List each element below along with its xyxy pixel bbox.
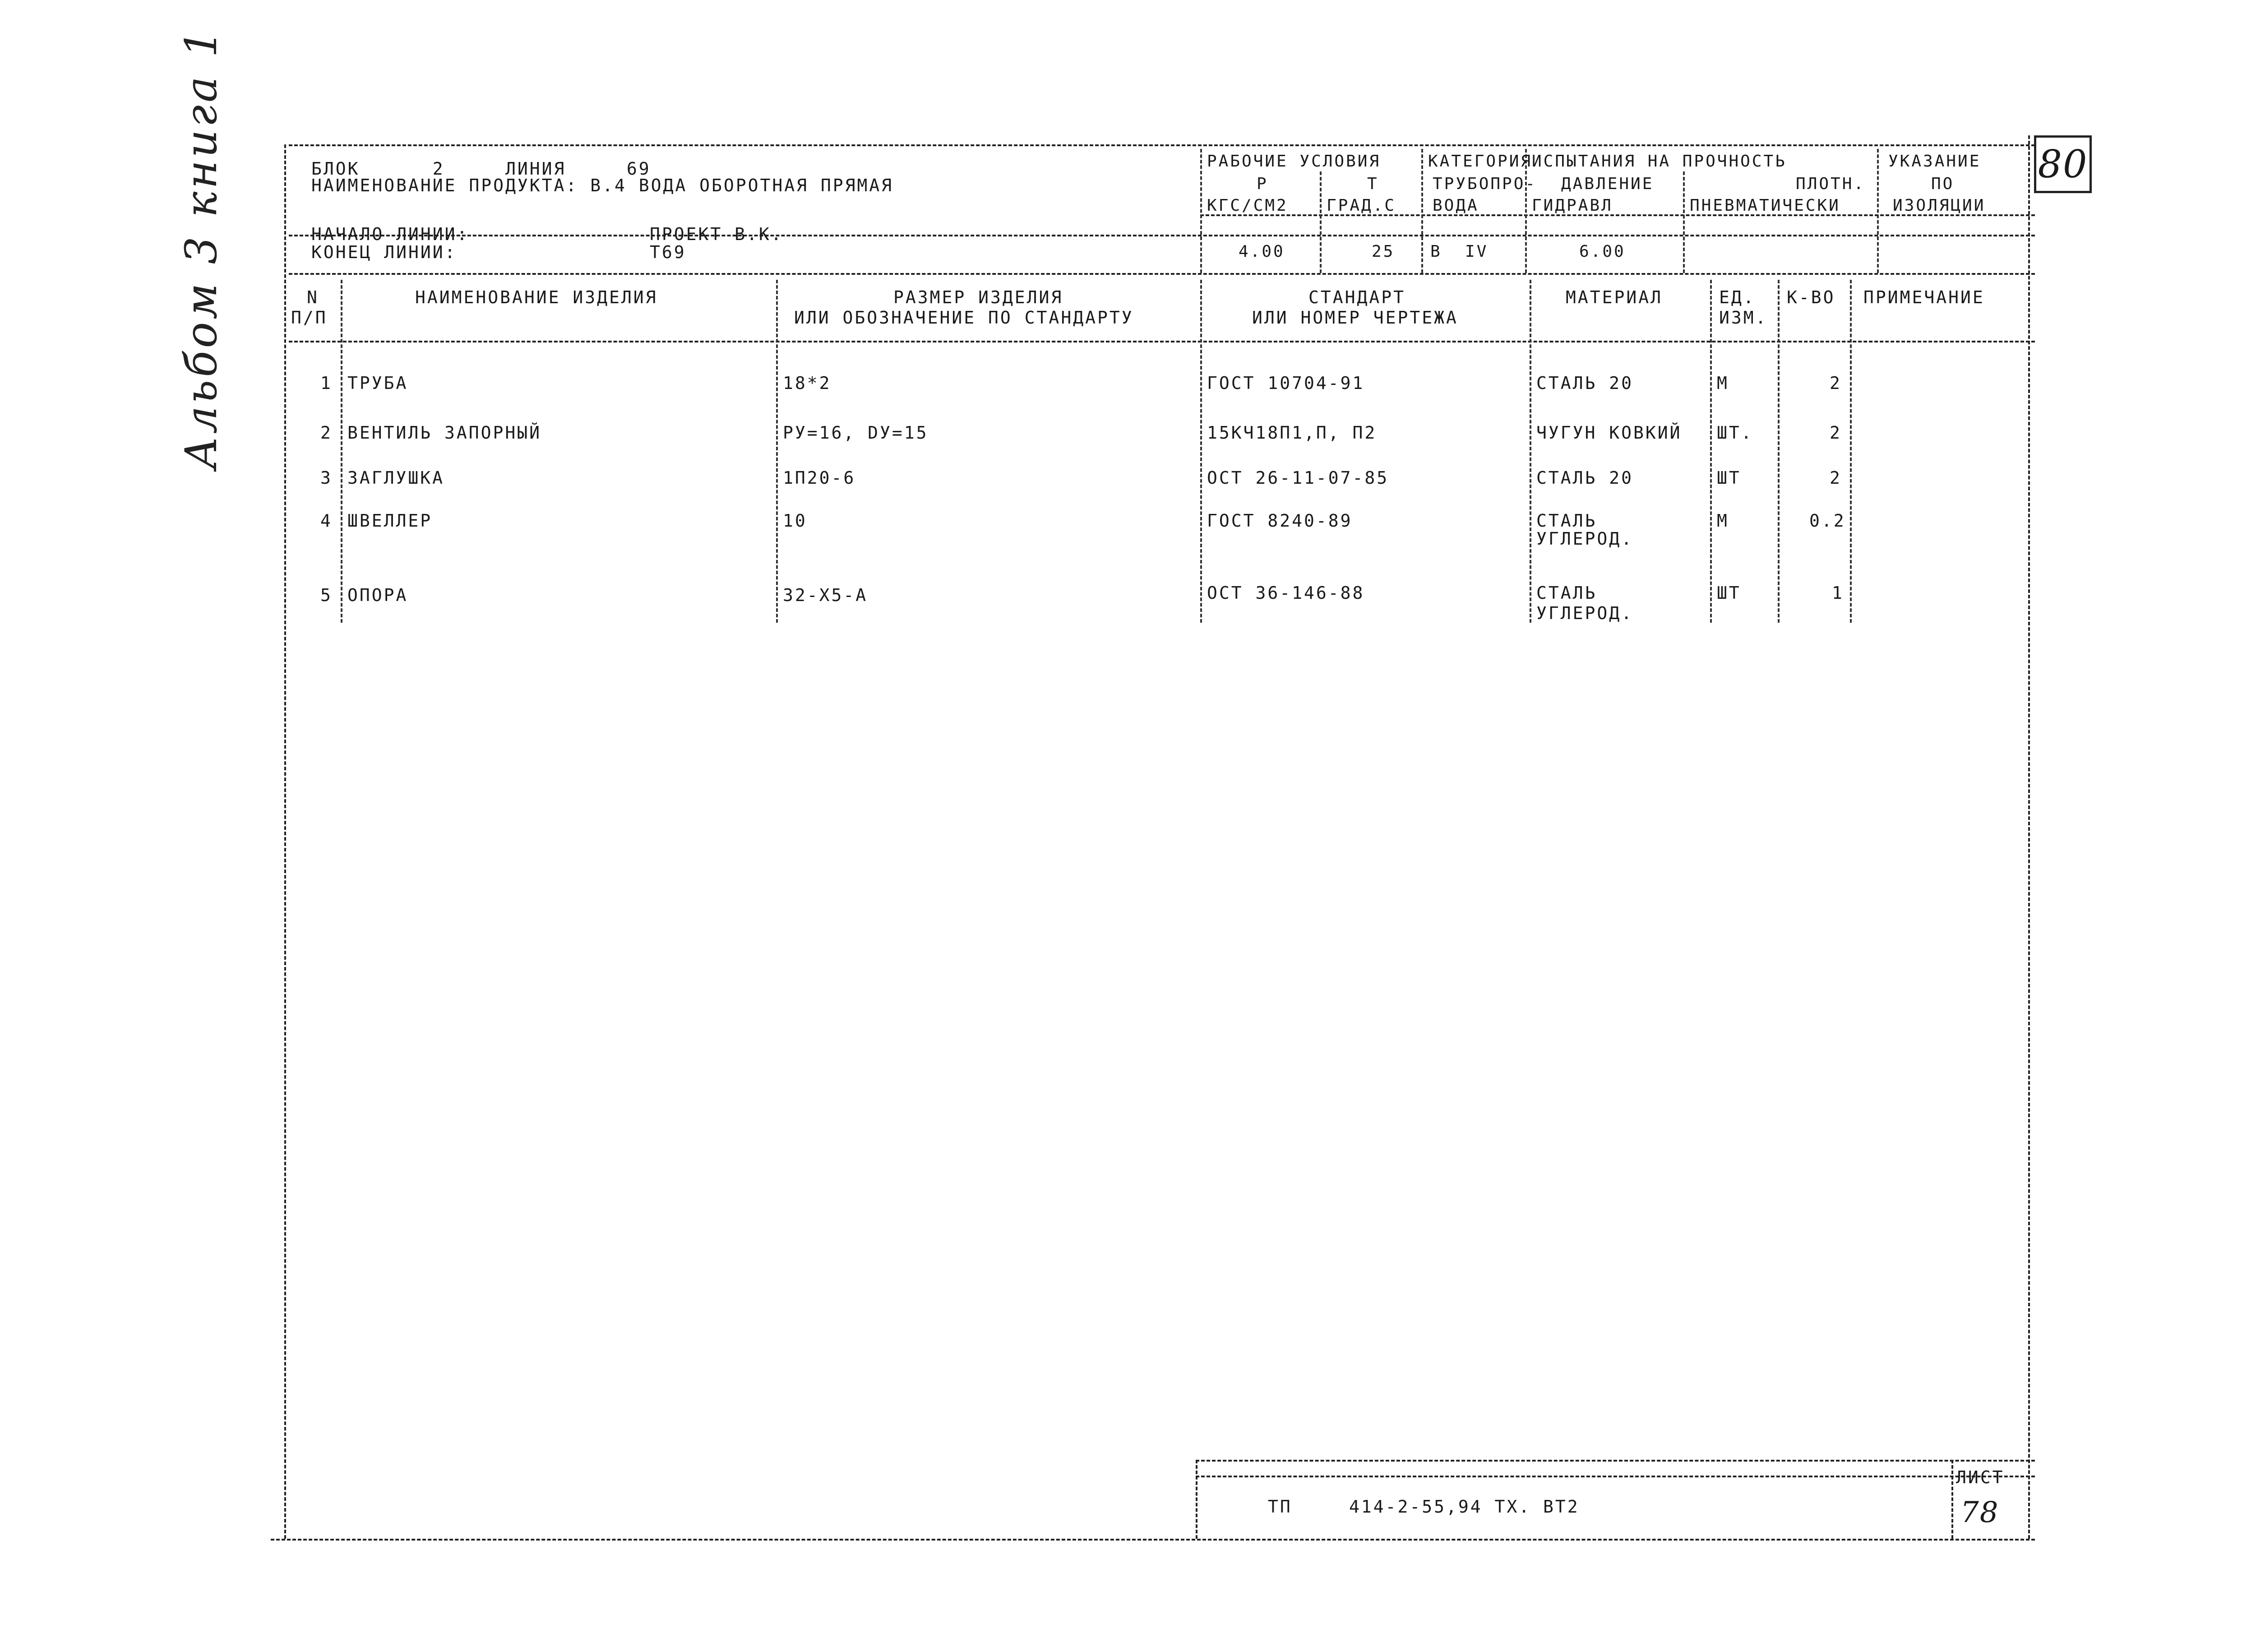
left-border <box>284 144 286 1539</box>
top-page-number-box <box>2034 135 2092 193</box>
row-4-unit: М <box>1717 511 1729 531</box>
header-divider-2 <box>1320 171 1322 273</box>
insulation-line1: УКАЗАНИЕ <box>1888 152 1981 171</box>
row-1-size: 18*2 <box>783 373 832 393</box>
work-conditions-title: РАБОЧИЕ УСЛОВИЯ <box>1207 152 1381 171</box>
col-divider-num <box>341 280 342 623</box>
row-4-qty: 0.2 <box>1809 511 1846 531</box>
block-line: БЛОК 2 ЛИНИЯ 69 <box>311 159 651 179</box>
col-note: ПРИМЕЧАНИЕ <box>1863 287 1985 307</box>
footer-left-border <box>1196 1460 1197 1539</box>
row-1-num: 1 <box>320 373 333 393</box>
row-5-name: ОПОРА <box>347 585 408 605</box>
columns-rule <box>289 341 2035 342</box>
row-1-name: ТРУБА <box>347 373 408 393</box>
row-5-std: ОСТ 36-146-88 <box>1207 583 1365 603</box>
col-divider-qty <box>1850 280 1852 623</box>
start-value: ПРОЕКТ В.К. <box>650 224 783 244</box>
test-title: ИСПЫТАНИЯ НА ПРОЧНОСТЬ <box>1532 152 1787 171</box>
col-divider-unit <box>1778 280 1780 623</box>
footer-sheet-label: ЛИСТ <box>1956 1467 2005 1487</box>
row-2-num: 2 <box>320 423 333 443</box>
start-label: НАЧАЛО ЛИНИИ: <box>311 224 469 244</box>
footer-doc-code: 414-2-55,94 ТХ. ВТ2 <box>1349 1497 1580 1517</box>
footer-top-rule <box>1196 1460 2035 1462</box>
col-material: МАТЕРИАЛ <box>1566 287 1663 307</box>
end-label: КОНЕЦ ЛИНИИ: <box>311 242 457 262</box>
footer-sheet-number: 78 <box>1960 1496 1999 1529</box>
col-divider-std <box>1530 280 1531 623</box>
pneumatic-label: ПНЕВМАТИЧЕСКИ <box>1690 196 1840 215</box>
col-size-2: ИЛИ ОБОЗНАЧЕНИЕ ПО СТАНДАРТУ <box>794 308 1134 328</box>
footer-sheet-border <box>1951 1460 1953 1539</box>
row-2-material: ЧУГУН КОВКИЙ <box>1536 423 1682 443</box>
bottom-border <box>271 1539 2035 1541</box>
end-value: Т69 <box>650 242 686 262</box>
row-5-material: СТАЛЬ <box>1536 583 1597 603</box>
insulation-line2: ПО <box>1931 175 1955 193</box>
row-2-qty: 2 <box>1830 423 1842 443</box>
row-5-num: 5 <box>320 585 333 605</box>
hydraulic-value: 6.00 <box>1579 242 1626 261</box>
row-5-qty: 1 <box>1832 583 1844 603</box>
header-rule-1 <box>289 235 2035 236</box>
t-label: Т <box>1367 175 1379 193</box>
footer-mid-rule <box>1196 1476 2035 1477</box>
t-value: 25 <box>1372 242 1395 261</box>
density-label: ПЛОТН. <box>1796 175 1866 193</box>
p-label: Р <box>1257 175 1268 193</box>
col-std-1: СТАНДАРТ <box>1308 287 1406 307</box>
col-unit-1: ЕД. <box>1719 287 1756 307</box>
row-2-name: ВЕНТИЛЬ ЗАПОРНЫЙ <box>347 423 542 443</box>
col-std-2: ИЛИ НОМЕР ЧЕРТЕЖА <box>1252 308 1458 328</box>
col-qty: К-ВО <box>1787 287 1835 307</box>
row-2-size: РУ=16, DУ=15 <box>783 423 929 443</box>
row-5-size: 32-Х5-А <box>783 585 868 605</box>
col-divider-size <box>1200 280 1202 623</box>
header-divider-1 <box>1200 149 1202 273</box>
row-3-size: 1П20-6 <box>783 468 856 488</box>
row-1-material: СТАЛЬ 20 <box>1536 373 1634 393</box>
row-4-size: 10 <box>783 511 807 531</box>
row-3-std: ОСТ 26-11-07-85 <box>1207 468 1389 488</box>
row-1-qty: 2 <box>1830 373 1842 393</box>
col-unit-2: ИЗМ. <box>1719 308 1768 328</box>
t-unit: ГРАД.С <box>1327 196 1396 215</box>
row-4-std: ГОСТ 8240-89 <box>1207 511 1353 531</box>
col-num-2: П/П <box>291 308 328 328</box>
category-value: В IV <box>1430 242 1489 261</box>
row-4-material-2: УГЛЕРОД. <box>1536 529 1634 549</box>
row-3-qty: 2 <box>1830 468 1842 488</box>
row-4-num: 4 <box>320 511 333 531</box>
row-3-material: СТАЛЬ 20 <box>1536 468 1634 488</box>
header-divider-5 <box>1683 171 1685 273</box>
row-5-material-2: УГЛЕРОД. <box>1536 603 1634 623</box>
row-1-std: ГОСТ 10704-91 <box>1207 373 1365 393</box>
p-value: 4.00 <box>1239 242 1285 261</box>
header-divider-6 <box>1877 149 1879 273</box>
row-2-std: 15КЧ18П1,П, П2 <box>1207 423 1377 443</box>
product-name: НАИМЕНОВАНИЕ ПРОДУКТА: В.4 ВОДА ОБОРОТНАЯ ПРЯМАЯ <box>311 176 894 195</box>
insulation-line3: ИЗОЛЯЦИИ <box>1893 196 1986 215</box>
col-num-1: N <box>307 287 319 307</box>
col-divider-name <box>776 280 778 623</box>
pressure-label: ДАВЛЕНИЕ <box>1561 175 1654 193</box>
top-page-number: 80 <box>2038 142 2088 186</box>
top-border <box>289 144 2035 146</box>
category-line2: ТРУБОПРО- <box>1433 175 1537 193</box>
row-3-name: ЗАГЛУШКА <box>347 468 445 488</box>
row-2-unit: ШТ. <box>1717 423 1753 443</box>
row-4-material: СТАЛЬ <box>1536 511 1597 531</box>
col-size-1: РАЗМЕР ИЗДЕЛИЯ <box>893 287 1063 307</box>
row-4-name: ШВЕЛЛЕР <box>347 511 433 531</box>
row-3-unit: ШТ <box>1717 468 1741 488</box>
right-border <box>2028 135 2030 1539</box>
side-note: Альбом 3 книга 1 <box>176 27 227 469</box>
col-name: НАИМЕНОВАНИЕ ИЗДЕЛИЯ <box>415 287 658 307</box>
category-line1: КАТЕГОРИЯ <box>1428 152 1533 171</box>
header-rule-2 <box>289 273 2035 275</box>
row-5-unit: ШТ <box>1717 583 1741 603</box>
hydraulic-label: ГИДРАВЛ <box>1532 196 1613 215</box>
col-divider-material <box>1710 280 1712 623</box>
header-divider-3 <box>1421 149 1423 273</box>
row-1-unit: М <box>1717 373 1729 393</box>
footer-tp: ТП <box>1268 1497 1292 1517</box>
row-3-num: 3 <box>320 468 333 488</box>
p-unit: КГС/СМ2 <box>1207 196 1288 215</box>
category-line3: ВОДА <box>1433 196 1479 215</box>
